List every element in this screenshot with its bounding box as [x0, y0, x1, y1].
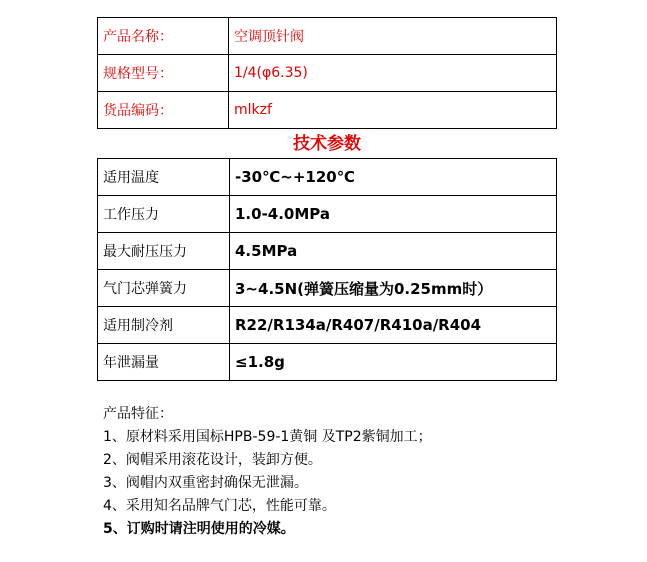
spec-row: [98, 307, 557, 344]
spec-label: 最大耐压压力: [98, 233, 230, 270]
section-title: 技术参数: [293, 134, 361, 154]
features-block: [103, 403, 432, 541]
spec-value: 4.5MPa: [230, 233, 557, 270]
feature-item: 4、采用知名品牌气门芯，性能可靠。: [103, 498, 336, 514]
feature-item: 3、阀帽内双重密封确保无泄漏。: [103, 475, 308, 491]
feature-item: 1、原材料采用国标HPB-59-1黄铜 及TP2紫铜加工；: [103, 429, 432, 445]
spec-row: [98, 344, 557, 381]
info-row-code: [98, 92, 557, 129]
spec-row: [98, 270, 557, 307]
info-value: mlkzf: [229, 92, 557, 129]
spec-row: [98, 196, 557, 233]
spec-table: [97, 158, 557, 381]
info-row-model: [98, 55, 557, 92]
info-value: 空调顶针阀: [229, 18, 557, 55]
spec-label: 适用制冷剂: [98, 307, 230, 344]
feature-item: 5、订购时请注明使用的冷媒。: [103, 521, 295, 537]
product-info-table: [97, 17, 557, 129]
spec-row: [98, 233, 557, 270]
spec-value: 1.0-4.0MPa: [230, 196, 557, 233]
spec-value: ≤1.8g: [230, 344, 557, 381]
spec-label: 工作压力: [98, 196, 230, 233]
info-label: 货品编码：: [98, 92, 229, 129]
spec-row: [98, 159, 557, 196]
features-heading: 产品特征：: [103, 406, 173, 422]
spec-value: R22/R134a/R407/R410a/R404: [230, 307, 557, 344]
info-label: 产品名称：: [98, 18, 229, 55]
info-label: 规格型号：: [98, 55, 229, 92]
info-row-name: [98, 18, 557, 55]
spec-value: 3~4.5N(弹簧压缩量为0.25mm时）: [230, 270, 557, 307]
spec-label: 适用温度: [98, 159, 230, 196]
spec-label: 年泄漏量: [98, 344, 230, 381]
spec-label: 气门芯弹簧力: [98, 270, 230, 307]
feature-item: 2、阀帽采用滚花设计，装卸方便。: [103, 452, 322, 468]
info-value: 1/4(φ6.35): [229, 55, 557, 92]
spec-value: -30℃~+120℃: [230, 159, 557, 196]
